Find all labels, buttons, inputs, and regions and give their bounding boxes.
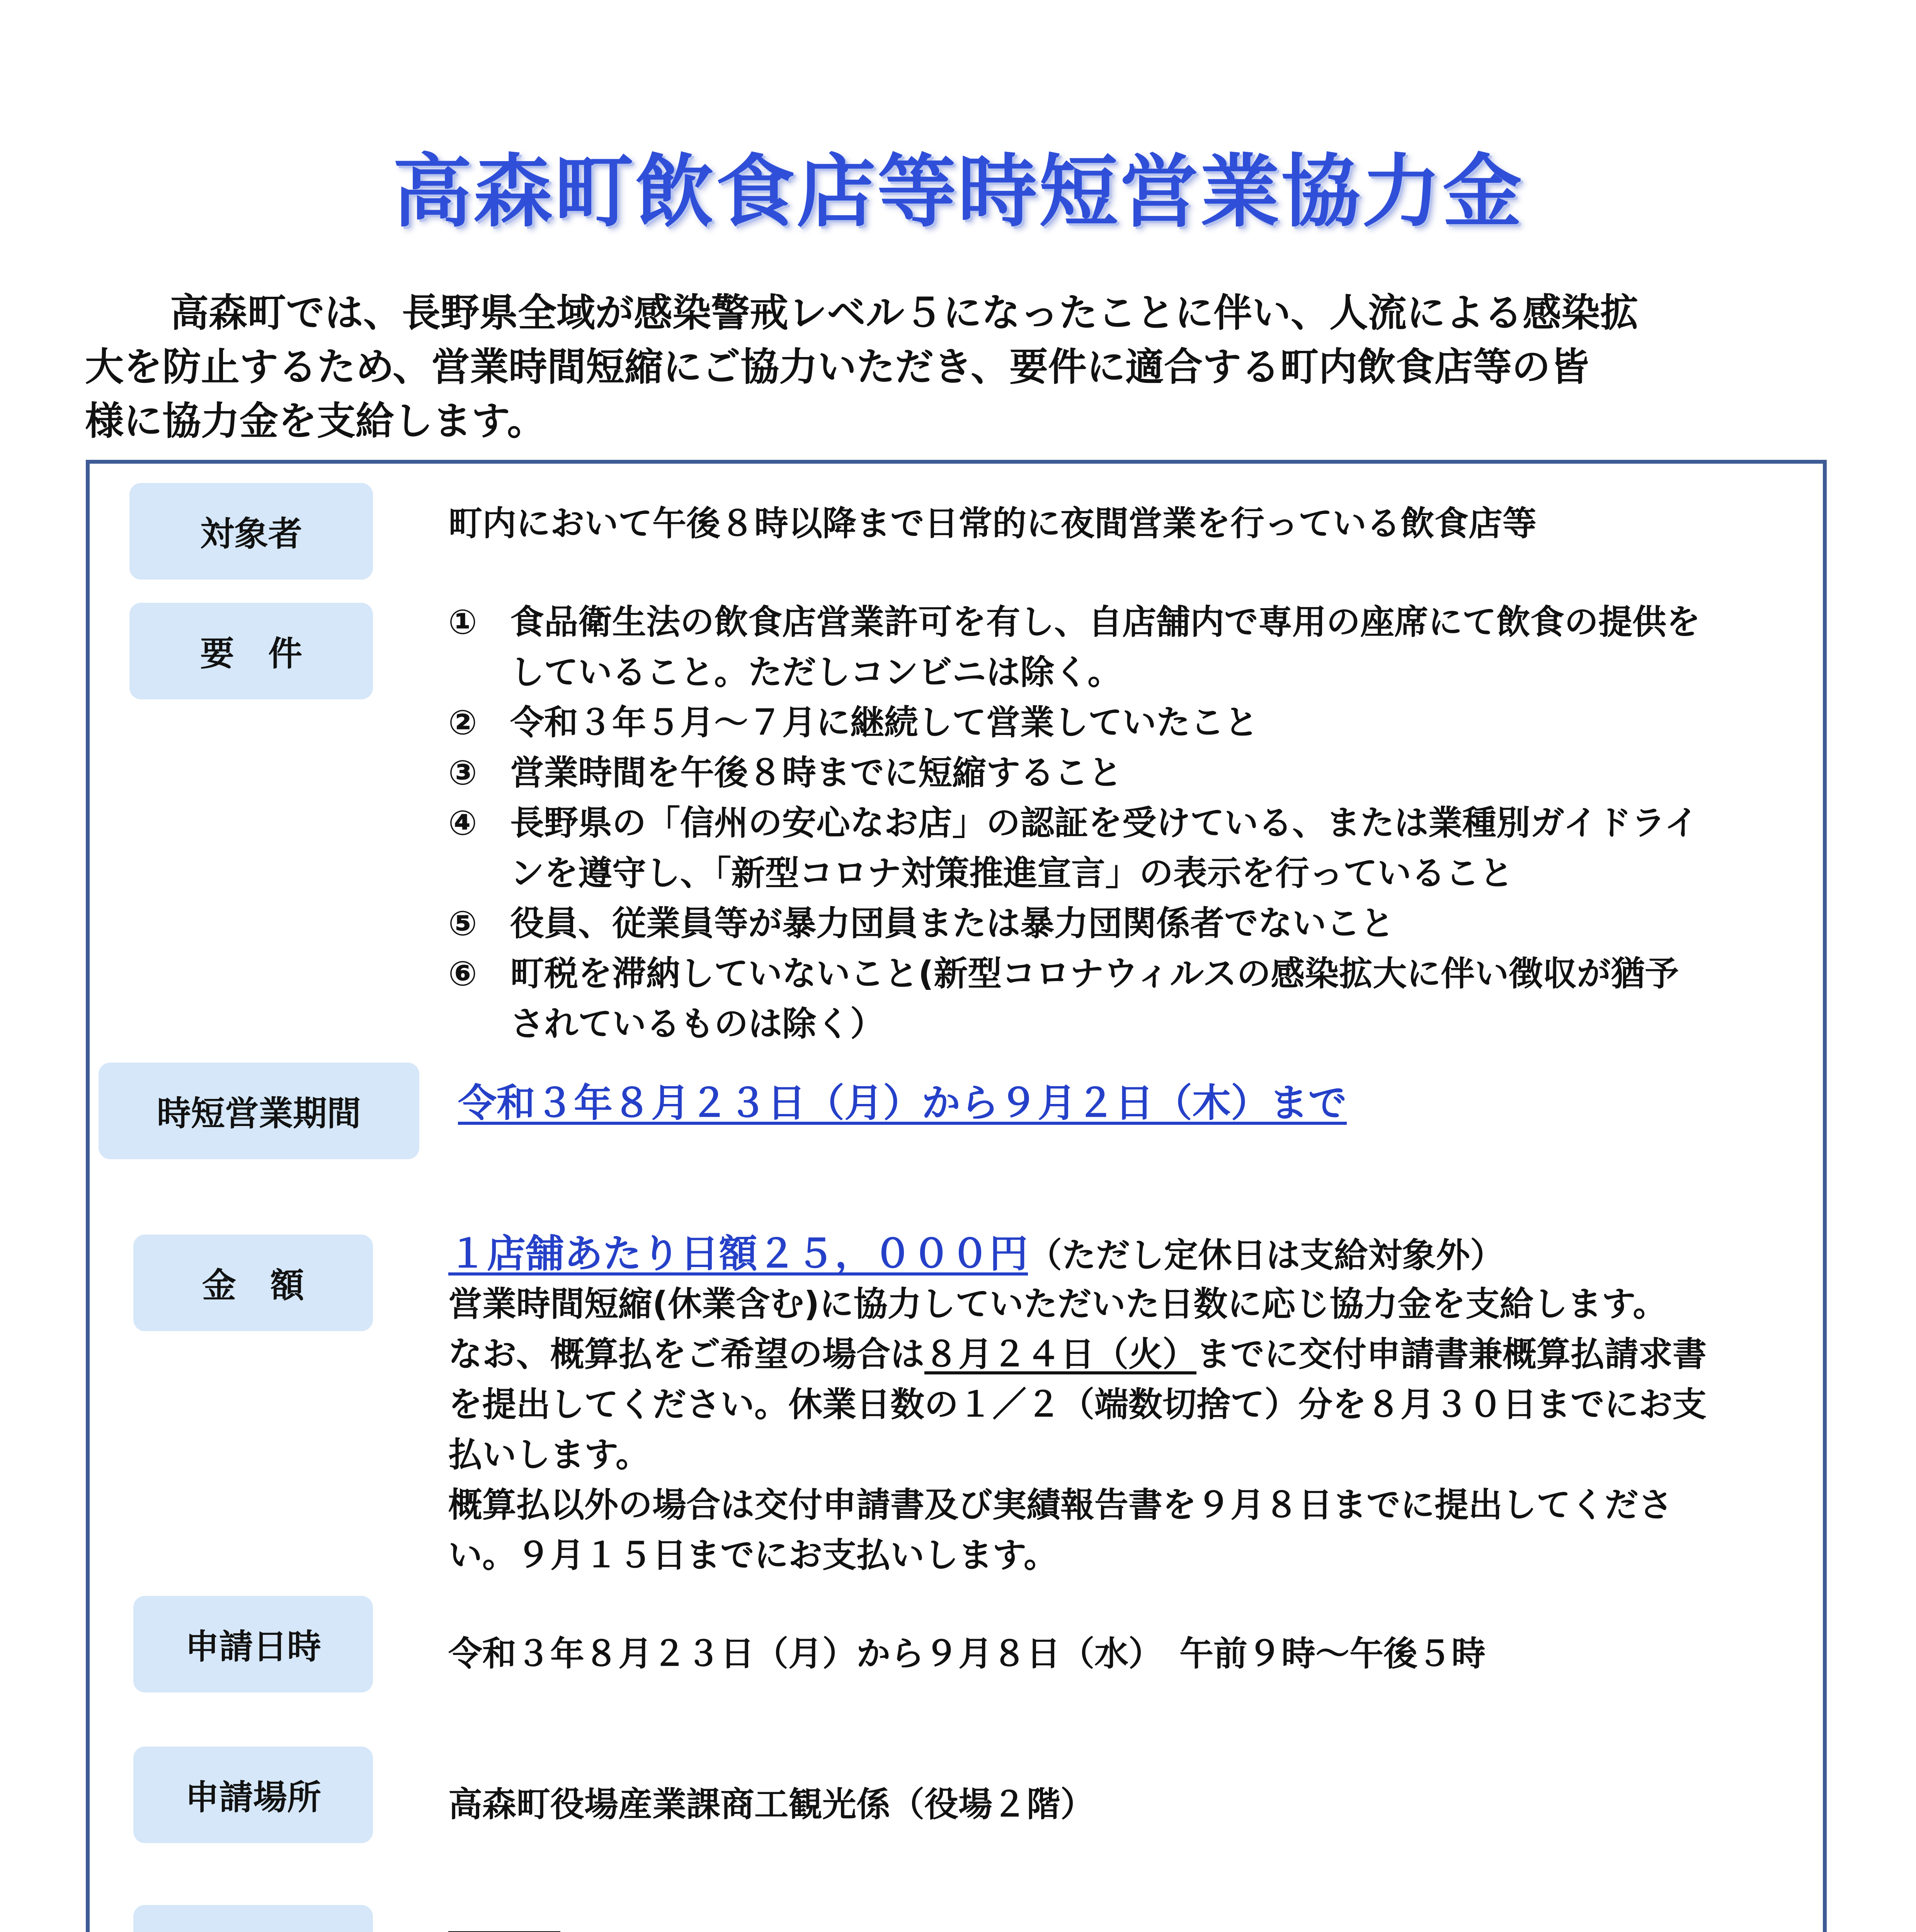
intro-line: 大を防止するため、営業時間短縮にご協力いただき、要件に適合する町内飲食店等の皆	[85, 344, 1589, 389]
amount-note: （ただし定休日は支給対象外）	[1028, 1235, 1504, 1275]
requirement-line: 食品衛生法の飲食店営業許可を有し、自店舗内で専用の座席にて飲食の提供を	[510, 602, 1701, 642]
page-title: 高森町飲食店等時短営業協力金	[393, 146, 1523, 238]
label-amount: 金 額	[133, 1235, 373, 1331]
label-apply-place: 申請場所	[133, 1747, 373, 1843]
target-text: 町内において午後８時以降まで日常的に夜間営業を行っている飲食店等	[448, 503, 1537, 543]
requirement-line: ンを遵守し、「新型コロナ対策推進宣言」の表示を行っていること	[510, 853, 1514, 893]
requirement-line: 令和３年５月～７月に継続して営業していたこと	[510, 702, 1259, 742]
requirement-number: ⑤	[448, 903, 477, 943]
requirement-item	[448, 597, 1700, 697]
apply-date-text: 令和３年８月２３日（月）から９月８日（水） 午前９時～午後５時	[448, 1634, 1486, 1673]
requirement-item	[448, 798, 1700, 898]
amount-line: 営業時間短縮(休業含む)に協力していただいた日数に応じ協力金を支給します。	[448, 1284, 1667, 1324]
documents-group-heading	[448, 1930, 560, 1932]
amount-line-part: までに交付申請書兼概算払請求書	[1196, 1334, 1707, 1374]
requirements-list	[448, 597, 1700, 1049]
requirement-line: 役員、従業員等が暴力団員または暴力団関係者でないこと	[510, 903, 1395, 943]
amount-line: い。９月１５日までにお支払いします。	[448, 1535, 1058, 1575]
amount-line-deadline	[448, 1329, 1707, 1379]
requirement-item	[448, 697, 1700, 748]
label-requirements: 要 件	[129, 603, 373, 699]
period-text: 令和３年８月２３日（月）から９月２日（木）まで	[458, 1080, 1347, 1126]
intro-line: 高森町では、長野県全域が感染警戒レベル５になったことに伴い、人流による感染拡	[170, 290, 1639, 335]
amount-highlight: １店舗あたり日額２５，０００円	[448, 1231, 1028, 1276]
requirement-line: 長野県の「信州の安心なお店」の認証を受けている、または業種別ガイドライ	[510, 803, 1698, 843]
requirement-number: ④	[448, 803, 477, 843]
requirement-line: 町税を滞納していないこと(新型コロナウィルスの感染拡大に伴い徴収が猶予	[510, 954, 1679, 993]
requirement-number: ②	[448, 702, 477, 742]
requirement-number: ①	[448, 602, 477, 642]
amount-line: を提出してください。休業日数の１／２（端数切捨て）分を８月３０日までにお支	[448, 1384, 1707, 1424]
label-target: 対象者	[129, 483, 373, 580]
intro-paragraph	[85, 286, 1809, 448]
label-apply-date: 申請日時	[133, 1596, 373, 1692]
advance-deadline: ８月２４日（火）	[924, 1334, 1197, 1374]
requirement-number: ③	[448, 753, 477, 793]
intro-line: 様に協力金を支給します。	[85, 398, 546, 444]
amount-line: 払いします。	[448, 1435, 650, 1475]
requirement-line: していること。ただしコンビニは除く。	[510, 652, 1122, 692]
requirement-item	[448, 748, 1700, 798]
requirement-line: されているものは除く）	[510, 1004, 885, 1044]
requirement-number: ⑥	[448, 954, 477, 993]
amount-main-line	[448, 1229, 1504, 1281]
label-period: 時短営業期間	[99, 1063, 419, 1159]
amount-line-part: なお、概算払をご希望の場合は	[448, 1334, 925, 1374]
requirement-item	[448, 898, 1700, 949]
amount-line: 概算払以外の場合は交付申請書及び実績報告書を９月８日までに提出してくださ	[448, 1485, 1673, 1525]
requirement-item	[448, 949, 1700, 1049]
apply-place-text: 高森町役場産業課商工観光係（役場２階）	[448, 1784, 1095, 1824]
label-documents	[133, 1905, 373, 1932]
requirement-line: 営業時間を午後８時までに短縮すること	[510, 753, 1123, 793]
